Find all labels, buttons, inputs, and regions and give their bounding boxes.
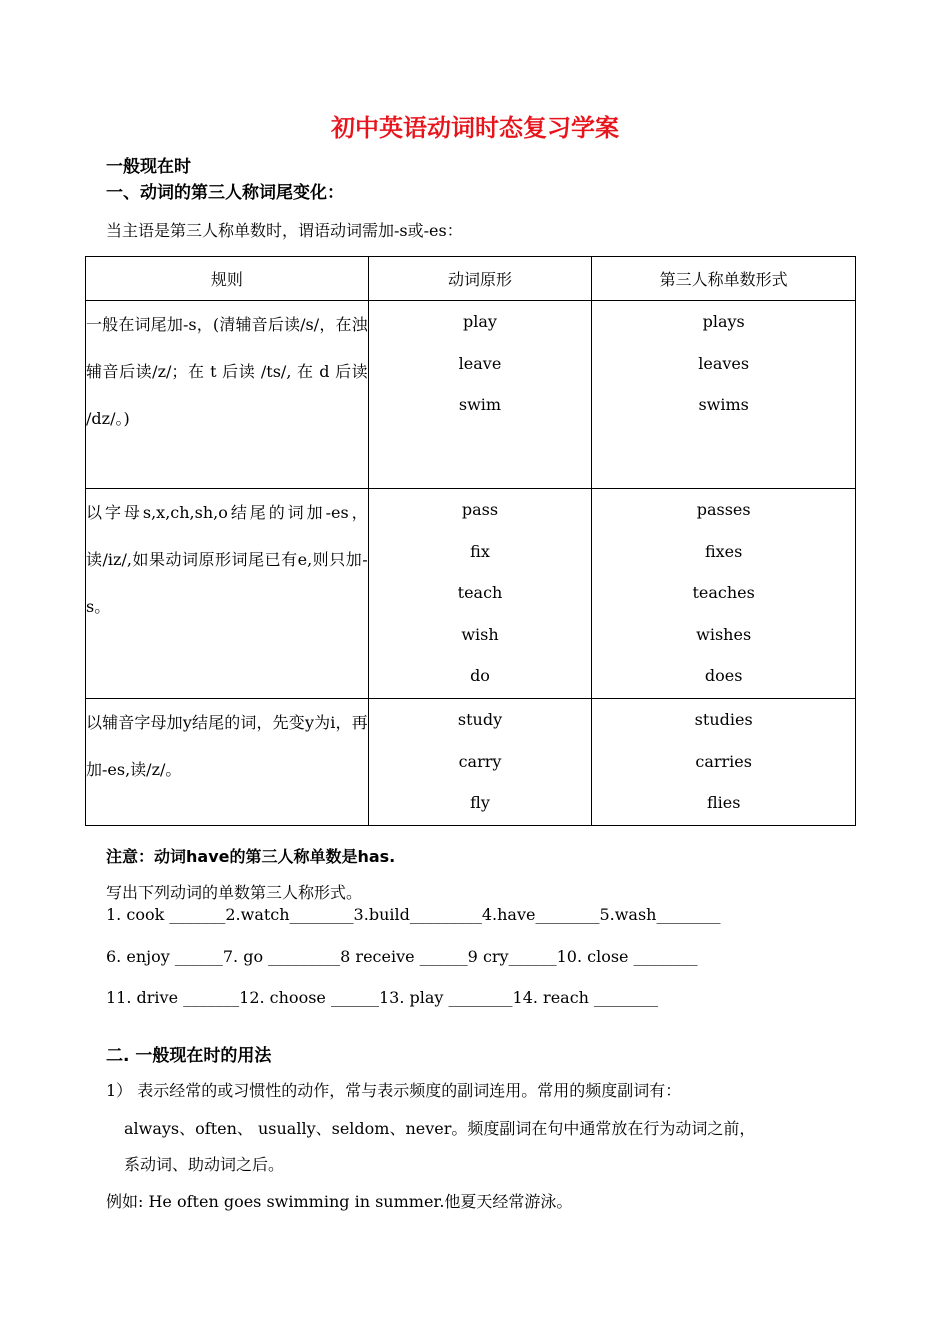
third-person-word: wishes: [696, 624, 752, 644]
part1-heading: 一、动词的第三人称词尾变化：: [106, 183, 344, 203]
base-form-cell: [368, 489, 592, 699]
document-title: 初中英语动词时态复习学案: [331, 114, 619, 142]
third-person-cell: [592, 301, 856, 489]
base-word: study: [457, 710, 503, 729]
base-word: do: [470, 666, 490, 685]
header-third-person: 第三人称单数形式: [592, 257, 856, 301]
base-word: pass: [461, 500, 499, 519]
third-person-word: does: [704, 666, 743, 685]
rule-cell: 以辅音字母加y结尾的词，先变y为i，再加-es,读/z/。: [86, 699, 369, 826]
exercise-line-1: 1. cook _______2.watch________3.build_________4.have________5.wash________: [106, 905, 721, 924]
base-word: wish: [461, 624, 499, 644]
table-row: [86, 699, 856, 826]
base-word: play: [463, 312, 497, 331]
third-person-word: leaves: [698, 353, 750, 373]
base-form-cell: [368, 301, 592, 489]
third-person-cell: [592, 489, 856, 699]
usage-example: 例如: He often goes swimming in summer.他夏天经常游泳。: [106, 1192, 573, 1211]
third-person-word: teaches: [692, 583, 755, 602]
third-person-cell: [592, 699, 856, 826]
table-row: [86, 301, 856, 489]
part2-heading: 二. 一般现在时的用法: [106, 1046, 272, 1066]
usage-item-1-line-2: always、often、 usually、seldom、never。频度副词在句中通常放在行为动词之前，: [124, 1119, 756, 1138]
part1-intro: 当主语是第三人称单数时，谓语动词需加-s或-es：: [106, 221, 463, 240]
base-form-cell: [368, 699, 592, 826]
exercise-intro: 写出下列动词的单数第三人称形式。: [106, 883, 363, 902]
note-have-has: 注意：动词have的第三人称单数是has.: [106, 847, 396, 866]
usage-item-1-line-3: 系动词、助动词之后。: [124, 1155, 285, 1174]
base-word: teach: [457, 583, 503, 602]
third-person-word: fixes: [704, 541, 743, 561]
exercise-line-3: 11. drive _______12. choose ______13. play ________14. reach ________: [106, 988, 659, 1007]
table-header-row: [86, 257, 856, 301]
conjugation-rules-table: [85, 256, 856, 826]
header-rule: 规则: [86, 257, 369, 301]
base-word: carry: [458, 751, 502, 771]
section-heading: 一般现在时: [106, 157, 191, 177]
table-row: [86, 489, 856, 699]
header-base-form: 动词原形: [368, 257, 592, 301]
base-word: leave: [458, 353, 502, 373]
rule-cell: 以字母s,x,ch,sh,o结尾的词加-es，读/iz/,如果动词原形词尾已有e,则只加-s。: [86, 489, 369, 699]
exercise-line-2: 6. enjoy ______7. go _________8 receive ______9 cry______10. close ________: [106, 947, 698, 966]
third-person-word: passes: [696, 500, 751, 519]
third-person-word: plays: [702, 312, 745, 331]
base-word: fix: [470, 541, 490, 561]
third-person-word: studies: [694, 710, 753, 729]
base-word: swim: [458, 395, 502, 414]
third-person-word: carries: [695, 751, 752, 771]
rule-cell: 一般在词尾加-s，(清辅音后读/s/，在浊辅音后读/z/；在 t 后读 /ts/, 在 d 后读 /dz/。): [86, 301, 369, 489]
third-person-word: flies: [706, 793, 741, 812]
base-word: fly: [470, 793, 490, 812]
usage-item-1-line-1: 1） 表示经常的或习惯性的动作，常与表示频度的副词连用。常用的频度副词有：: [106, 1081, 682, 1100]
third-person-word: swims: [698, 395, 749, 414]
